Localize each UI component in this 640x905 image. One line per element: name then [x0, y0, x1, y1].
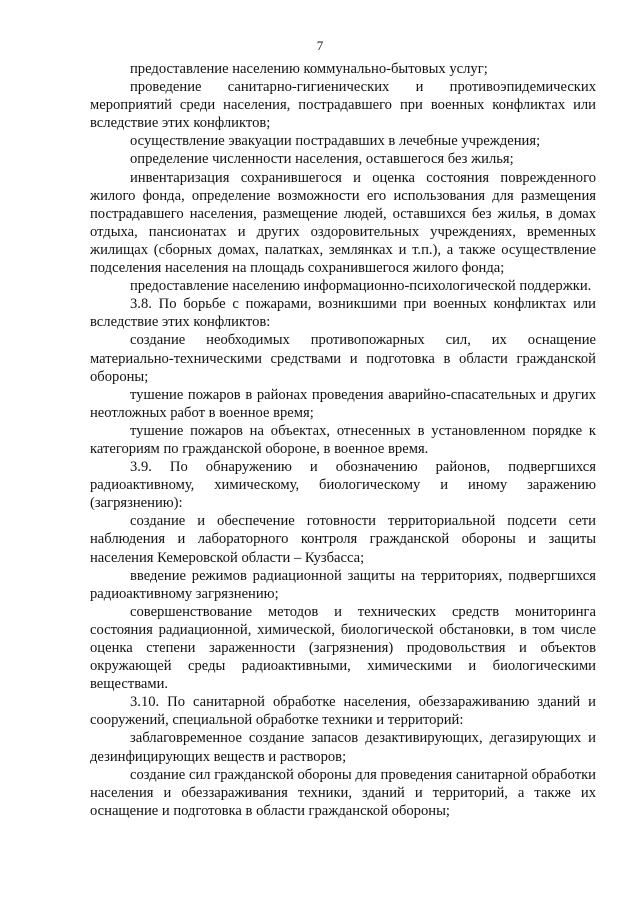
section-heading-paragraph: 3.9. По обнаружению и обозначению районов, подвергшихся радиоактивному, химическому, биологическому и иному заражению (загрязнению):: [90, 459, 596, 512]
paragraph: проведение санитарно-гигиенических и противоэпидемических мероприятий среди населения, пострадавшего при военных конфликтах или вследствие этих конфликтов;: [90, 79, 596, 132]
section-heading-paragraph: 3.10. По санитарной обработке населения, обеззараживанию зданий и сооружений, специальной обработке техники и территорий:: [90, 694, 596, 729]
page-number: 7: [316, 38, 324, 53]
paragraph: определение численности населения, оставшегося без жилья;: [130, 151, 514, 168]
paragraph: создание необходимых противопожарных сил, их оснащение материально-техническими средствами и подготовка в области гражданской обороны;: [90, 332, 596, 385]
paragraph: совершенствование методов и технических средств мониторинга состояния радиационной, химической, биологической обстановки, в том числе оценка степени зараженности (загрязнения) продовольствия и объектов окружающей среды радиоактивными, химическими и биологическими веществами.: [90, 603, 596, 693]
paragraph: инвентаризация сохранившегося и оценка состояния поврежденного жилого фонда, определение возможности его использования для размещения пострадавшего населения, размещение людей, оставшихся без жилья, в домах отдыха, пансионатах и других оздоровительных учреждениях, временных жилищах (сборных домах, палатках, землянках и т.п.), а также осуществление подселения населения на площадь сохранившегося жилого фонда;: [90, 169, 596, 277]
paragraph: заблаговременное создание запасов дезактивирующих, дегазирующих и дезинфицирующих веществ и растворов;: [90, 730, 596, 765]
document-body: [90, 60, 596, 820]
paragraph: предоставление населению информационно-психологической поддержки.: [130, 278, 592, 295]
paragraph: создание сил гражданской обороны для проведения санитарной обработки населения и обеззараживания техники, зданий и территорий, а также их оснащение и подготовка в области гражданской обороны;: [90, 766, 596, 819]
paragraph: осуществление эвакуации пострадавших в лечебные учреждения;: [130, 133, 541, 150]
paragraph: создание и обеспечение готовности территориальной подсети сети наблюдения и лабораторного контроля гражданской обороны и защиты населения Кемеровской области – Кузбасса;: [90, 513, 596, 566]
paragraph: тушение пожаров на объектах, отнесенных в установленном порядке к категориям по гражданской обороне, в военное время.: [90, 422, 596, 457]
paragraph: тушение пожаров в районах проведения аварийно-спасательных и других неотложных работ в военное время;: [90, 386, 596, 421]
paragraph: введение режимов радиационной защиты на территориях, подвергшихся радиоактивному загрязнению;: [90, 567, 596, 602]
section-heading-paragraph: 3.8. По борьбе с пожарами, возникшими при военных конфликтах или вследствие этих конфликтов:: [90, 296, 596, 331]
paragraph: предоставление населению коммунально-бытовых услуг;: [130, 61, 488, 77]
